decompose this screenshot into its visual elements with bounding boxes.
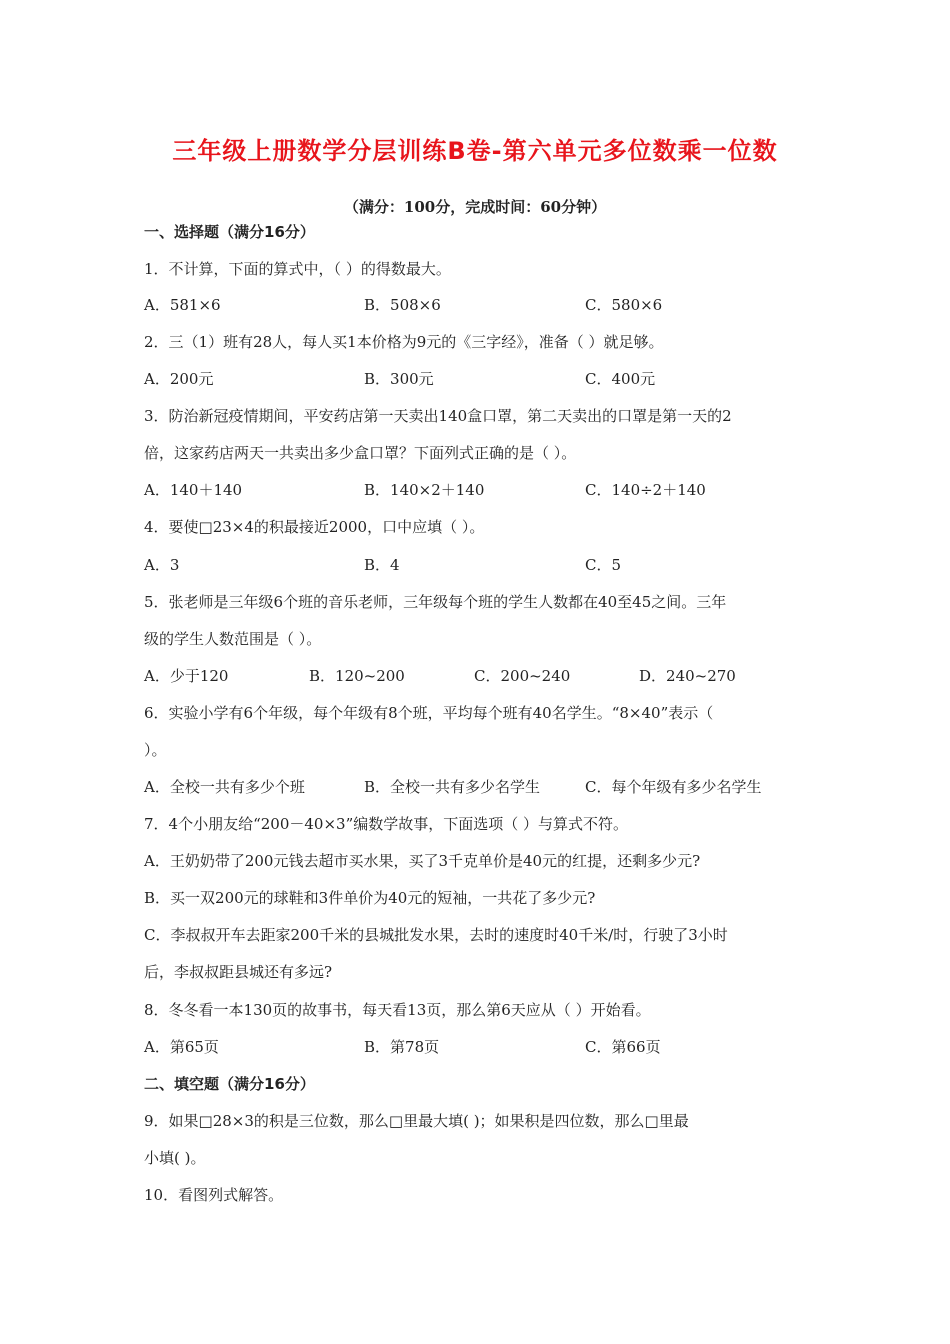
q4-option-c: C．5 — [585, 556, 622, 574]
question-6-line-2: ）。 — [144, 741, 167, 759]
question-9-line-1: 9．如果□28×3的积是三位数，那么□里最大填( )；如果积是四位数，那么□里最 — [144, 1112, 689, 1130]
question-9-line-2: 小填( )。 — [144, 1149, 206, 1167]
page-title: 三年级上册数学分层训练B卷-第六单元多位数乘一位数 — [172, 137, 778, 165]
question-10: 10．看图列式解答。 — [144, 1186, 284, 1204]
q8-option-b: B．第78页 — [364, 1038, 440, 1056]
q7-option-b: B．买一双200元的球鞋和3件单价为40元的短袖，一共花了多少元? — [144, 889, 596, 907]
q7-option-c-line-1: C．李叔叔开车去距家200千米的县城批发水果，去时的速度时40千米/时，行驶了3小时 — [144, 926, 728, 944]
q3-option-a: A．140＋140 — [144, 481, 243, 499]
section-heading-choice: 一、选择题（满分16分） — [144, 223, 315, 241]
q5-option-c: C．200~240 — [474, 667, 571, 685]
q2-option-a: A．200元 — [144, 370, 214, 388]
question-7: 7．4个小朋友给“200－40×3”编数学故事，下面选项（ ）与算式不符。 — [144, 815, 629, 833]
q2-option-b: B．300元 — [364, 370, 434, 388]
q3-option-c: C．140÷2＋140 — [585, 481, 706, 499]
q5-option-a: A．少于120 — [144, 667, 229, 685]
exam-info: （满分：100分，完成时间：60分钟） — [343, 198, 607, 216]
q7-option-a: A．王奶奶带了200元钱去超市买水果，买了3千克单价是40元的红提，还剩多少元? — [144, 852, 701, 870]
section-heading-fill: 二、填空题（满分16分） — [144, 1075, 315, 1093]
question-1: 1．不计算，下面的算式中，（ ）的得数最大。 — [144, 260, 451, 278]
q1-option-b: B．508×6 — [364, 296, 441, 314]
q6-option-c: C．每个年级有多少名学生 — [585, 778, 762, 796]
q6-option-a: A．全校一共有多少个班 — [144, 778, 305, 796]
q1-option-c: C．580×6 — [585, 296, 663, 314]
question-4: 4．要使□23×4的积最接近2000，口中应填（ ）。 — [144, 518, 485, 536]
q6-option-b: B．全校一共有多少名学生 — [364, 778, 541, 796]
question-3-line-1: 3．防治新冠疫情期间，平安药店第一天卖出140盒口罩，第二天卖出的口罩是第一天的2 — [144, 407, 732, 425]
q8-option-a: A．第65页 — [144, 1038, 219, 1056]
q5-option-d: D．240~270 — [639, 667, 736, 685]
question-2: 2．三（1）班有28人，每人买1本价格为9元的《三字经》，准备（ ）就足够。 — [144, 333, 664, 351]
q7-option-c-line-2: 后，李叔叔距县城还有多远? — [144, 963, 333, 981]
q8-option-c: C．第66页 — [585, 1038, 661, 1056]
q2-option-c: C．400元 — [585, 370, 656, 388]
question-3-line-2: 倍，这家药店两天一共卖出多少盒口罩？下面列式正确的是（ ）。 — [144, 444, 577, 462]
q4-option-a: A．3 — [144, 556, 180, 574]
q3-option-b: B．140×2＋140 — [364, 481, 485, 499]
q5-option-b: B．120~200 — [309, 667, 405, 685]
question-5-line-1: 5．张老师是三年级6个班的音乐老师，三年级每个班的学生人数都在40至45之间。三年 — [144, 593, 727, 611]
question-8: 8．冬冬看一本130页的故事书，每天看13页，那么第6天应从（ ）开始看。 — [144, 1001, 651, 1019]
q4-option-b: B．4 — [364, 556, 400, 574]
question-6-line-1: 6．实验小学有6个年级，每个年级有8个班，平均每个班有40名学生。“8×40”表示（ — [144, 704, 714, 722]
q1-option-a: A．581×6 — [144, 296, 221, 314]
question-5-line-2: 级的学生人数范围是（ ）。 — [144, 630, 322, 648]
